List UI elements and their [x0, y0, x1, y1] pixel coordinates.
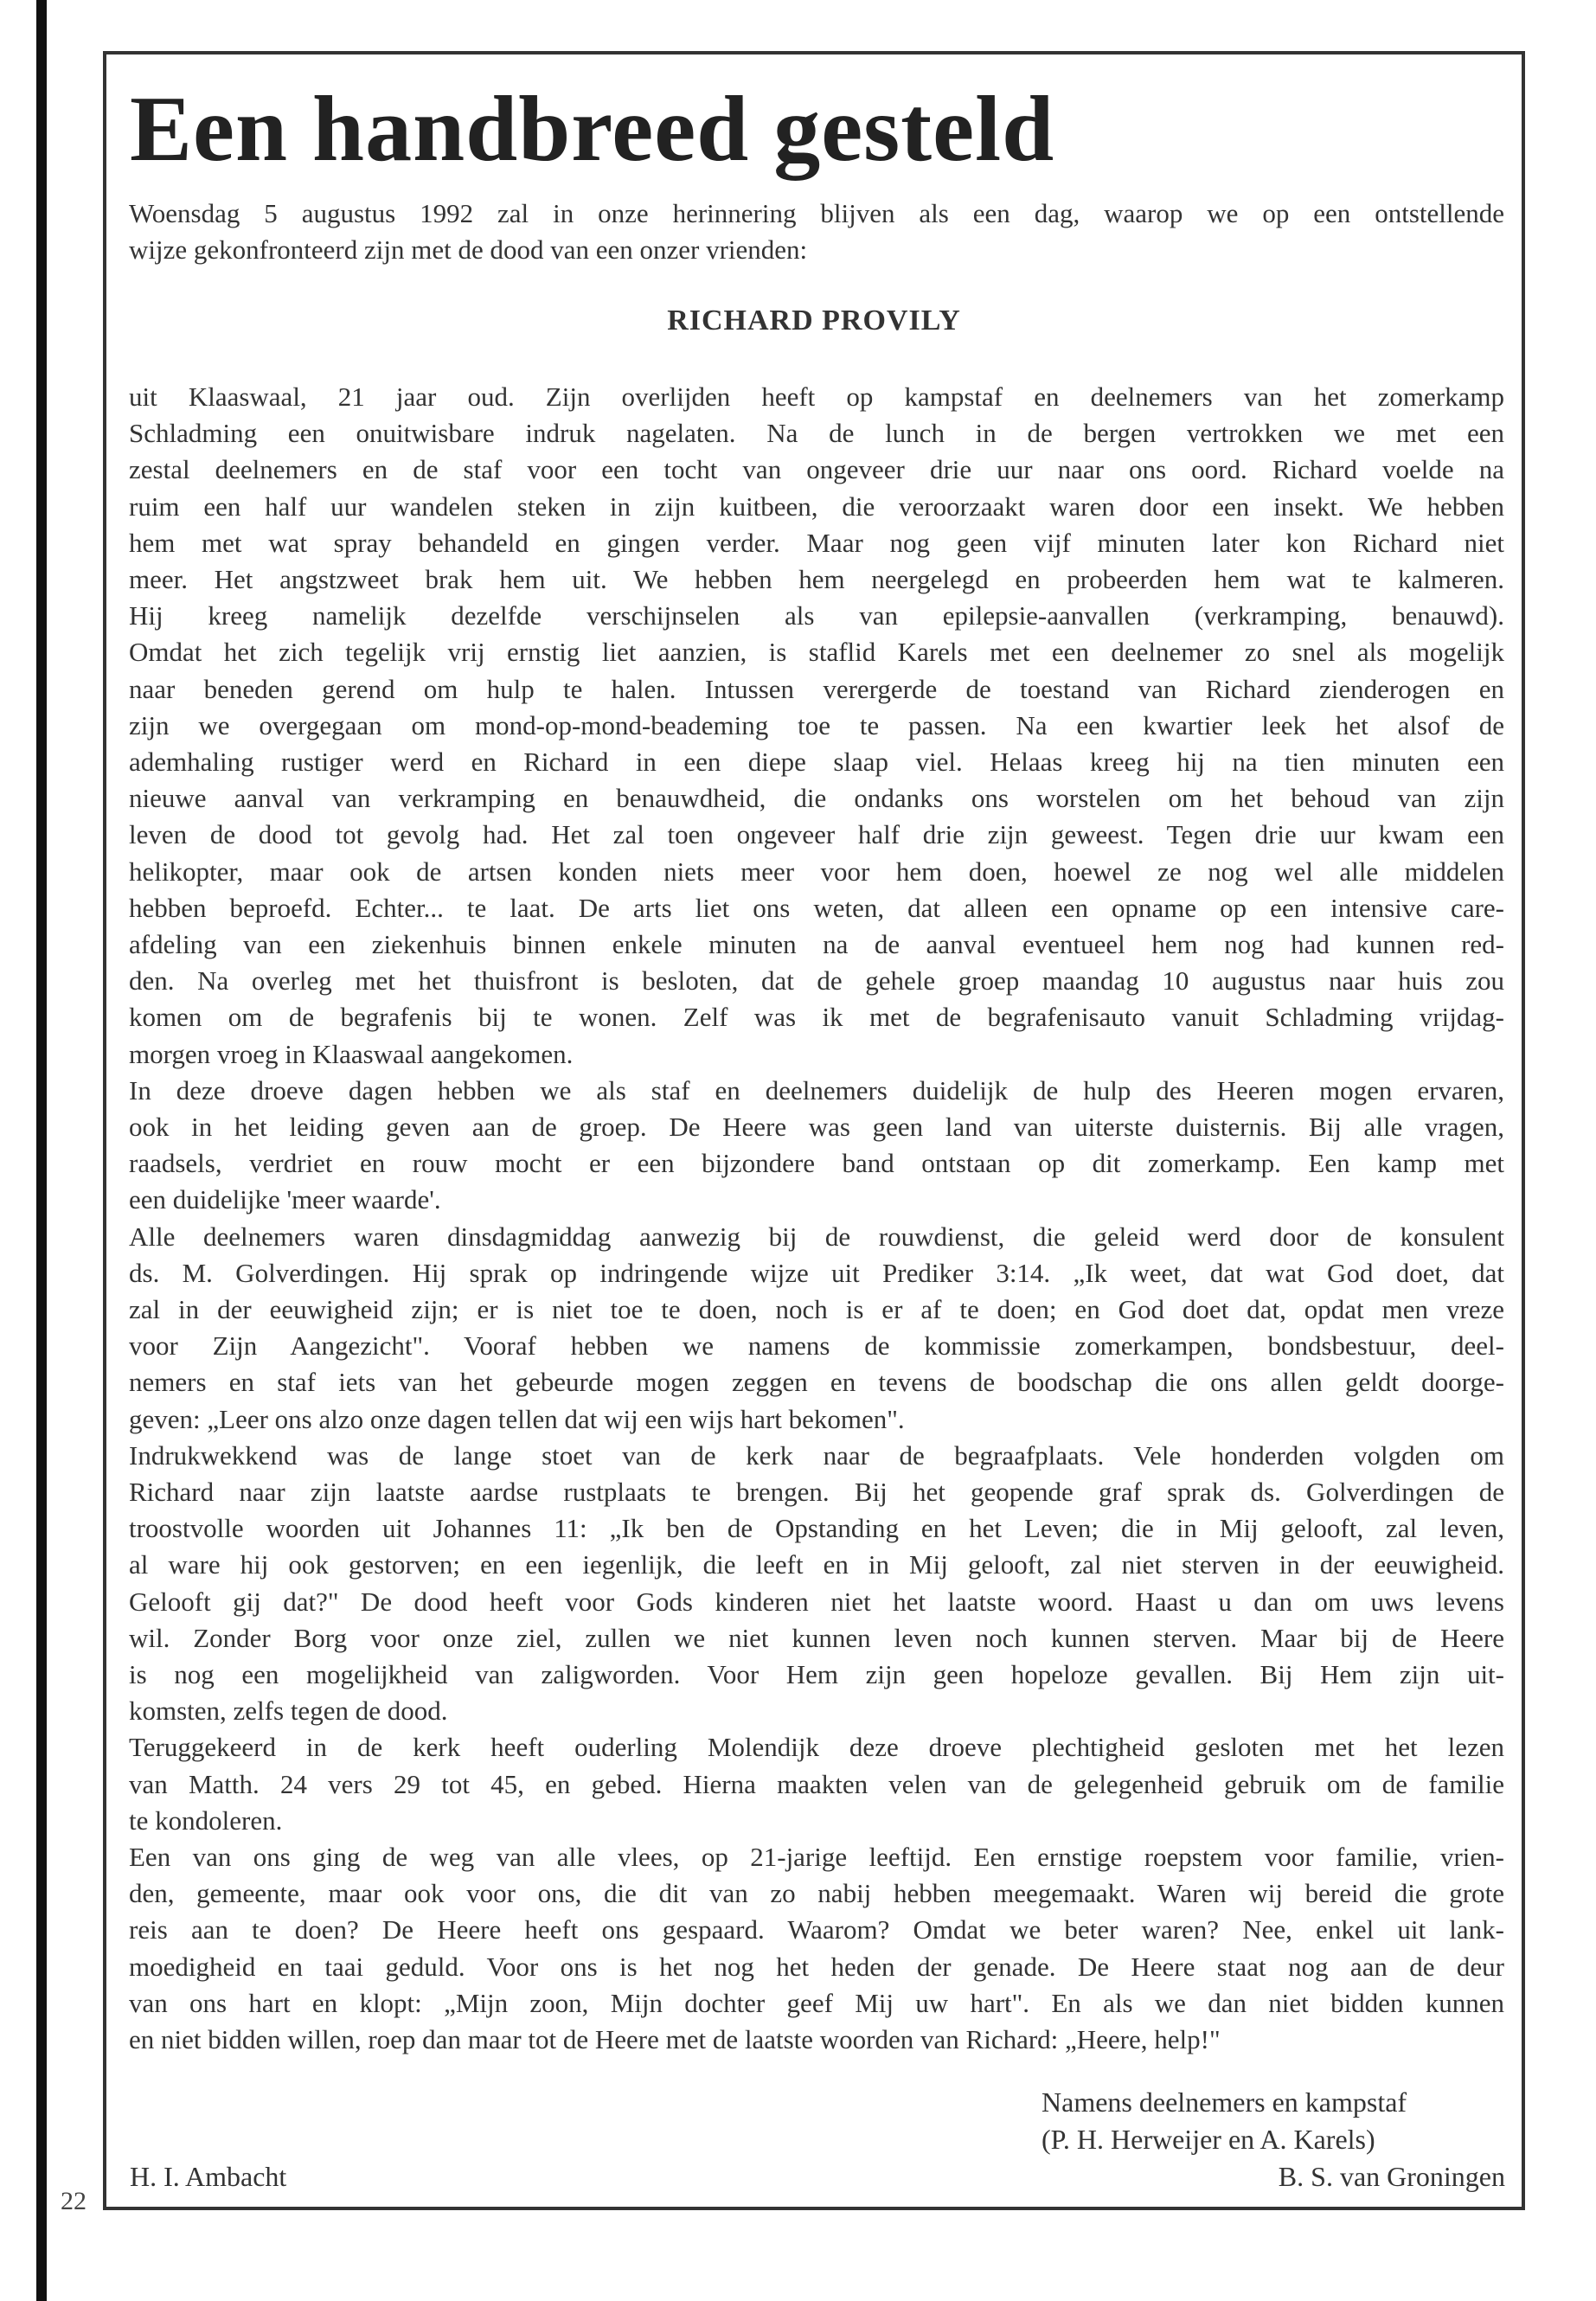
body-line: Schladming een onuitwisbare indruk nagelaten. Na de lunch in de bergen vertrokken we met een	[129, 418, 1504, 449]
body-line: Alle deelnemers waren dinsdagmiddag aanwezig bij de rouwdienst, die geleid werd door de konsulent	[129, 1221, 1504, 1252]
body-line: komsten, zelfs tegen de dood.	[129, 1695, 448, 1727]
body-line: nieuwe aanval van verkramping en benauwdheid, die ondanks ons worstelen om het behoud van zijn	[129, 783, 1504, 814]
intro-line: wijze gekonfronteerd zijn met de dood van een onzer vrienden:	[129, 234, 808, 266]
signature-line-2: (P. H. Herweijer en A. Karels)	[1042, 2124, 1375, 2155]
body-line: troostvolle woorden uit Johannes 11: „Ik ben de Opstanding en het Leven; die in Mij gelooft, zal leven,	[129, 1513, 1504, 1544]
body-line: al ware hij ook gestorven; en een iegenlijk, die leeft en in Mij gelooft, zal niet sterven in der eeuwigheid.	[129, 1549, 1504, 1580]
body-line: helikopter, maar ook de artsen konden niets meer voor hem doen, hoewel ze nog wel alle middelen	[129, 856, 1504, 887]
body-line: Indrukwekkend was de lange stoet van de kerk naar de begraafplaats. Vele honderden volgden om	[129, 1439, 1504, 1471]
body-line: Een van ons ging de weg van alle vlees, op 21-jarige leeftijd. Een ernstige roepstem voor familie, vrien-	[129, 1842, 1504, 1872]
body-line: en niet bidden willen, roep dan maar tot de Heere met de laatste woorden van Richard: „Heere, help!"	[129, 2024, 1221, 2054]
intro-line: Woensdag 5 augustus 1992 zal in onze herinnering blijven als een dag, waarop we op een ontstellende	[129, 198, 1504, 228]
body-line: ook in het leiding geven aan de groep. De Heere was geen land van uiterste duisternis. Bij alle vragen,	[129, 1112, 1504, 1142]
body-line: van Matth. 24 vers 29 tot 45, en gebed. Hierna maakten velen van de gelegenheid gebruik om de familie	[129, 1768, 1504, 1799]
body-line: meer. Het angstzweet brak hem uit. We hebben hem neergelegd en probeerden hem wat te kalmeren.	[129, 564, 1504, 594]
body-line: wil. Zonder Borg voor onze ziel, zullen we niet kunnen leven noch kunnen sterven. Maar bij de Heere	[129, 1622, 1504, 1653]
body-line: Teruggekeerd in de kerk heeft ouderling Molendijk deze droeve plechtigheid gesloten met het lezen	[129, 1732, 1504, 1763]
body-line: zijn we overgegaan om mond-op-mond-beademing toe te passen. Na een kwartier leek het alsof de	[129, 709, 1504, 740]
page-number: 22	[61, 2187, 87, 2215]
body-line: den, gemeente, maar ook voor ons, die dit van zo nabij hebben meegemaakt. Waren wij bereid die grote	[129, 1878, 1504, 1909]
body-line: ruim een half uur wandelen steken in zijn kuitbeen, die veroorzaakt waren door een insekt. We hebben	[129, 490, 1504, 522]
body-line: ademhaling rustiger werd en Richard in een diepe slaap viel. Helaas kreeg hij na tien minuten een	[129, 747, 1504, 777]
body-line: uit Klaaswaal, 21 jaar oud. Zijn overlijden heeft op kampstaf en deelnemers van het zomerkamp	[129, 381, 1504, 412]
body-line: van ons hart en klopt: „Mijn zoon, Mijn dochter geef Mij uw hart". En als we dan niet bidden kunnen	[129, 1987, 1504, 2018]
body-line: den. Na overleg met het thuisfront is besloten, dat de gehele groep maandag 10 augustus naar huis zou	[129, 965, 1504, 997]
body-line: hebben beproefd. Echter... te laat. De arts liet ons weten, dat alleen een opname op een intensive care-	[129, 892, 1504, 923]
article-title: Een handbreed gesteld	[130, 78, 1055, 181]
body-line: afdeling van een ziekenhuis binnen enkele minuten na de aanval eventueel hem nog had kunnen red-	[129, 929, 1504, 959]
body-line: naar beneden gerend om hulp te halen. Intussen verergerde de toestand van Richard zienderogen en	[129, 673, 1504, 704]
page-spine-edge	[36, 0, 47, 2301]
body-line: ds. M. Golverdingen. Hij sprak op indringende wijze uit Prediker 3:14. „Ik weet, dat wat God doet, dat	[129, 1257, 1504, 1288]
signature-author: B. S. van Groningen	[1278, 2161, 1505, 2192]
body-line: moedigheid en taai geduld. Voor ons is het nog het heden der genade. De Heere staat nog aan de deur	[129, 1951, 1504, 1982]
person-name-heading: RICHARD PROVILY	[667, 304, 961, 336]
body-line: zestal deelnemers en de staf voor een tocht van ongeveer drie uur naar ons oord. Richard voelde na	[129, 454, 1504, 485]
body-line: Gelooft gij dat?" De dood heeft voor Gods kinderen niet het laatste woord. Haast u dan om uws levens	[129, 1586, 1504, 1617]
body-line: komen om de begrafenis bij te wonen. Zelf was ik met de begrafenisauto vanuit Schladming vrijdag-	[129, 1002, 1504, 1033]
body-line: zal in der eeuwigheid zijn; er is niet toe te doen, noch is er af te doen; en God doet dat, opdat men vreze	[129, 1294, 1504, 1324]
body-line: leven de dood tot gevolg had. Het zal toen ongeveer half drie zijn geweest. Tegen drie uur kwam een	[129, 819, 1504, 850]
body-line: hem met wat spray behandeld en gingen verder. Maar nog geen vijf minuten later kon Richard niet	[129, 527, 1504, 558]
body-line: te kondoleren.	[129, 1804, 283, 1836]
body-line: Omdat het zich tegelijk vrij ernstig liet aanzien, is staflid Karels met een deelnemer zo snel als mogelijk	[129, 637, 1504, 668]
body-line: reis aan te doen? De Heere heeft ons gespaard. Waarom? Omdat we beter waren? Nee, enkel uit lank-	[129, 1914, 1504, 1945]
signature-location: H. I. Ambacht	[130, 2161, 287, 2192]
signature-line-1: Namens deelnemers en kampstaf	[1042, 2086, 1407, 2118]
body-line: een duidelijke 'meer waarde'.	[129, 1184, 441, 1215]
body-line: geven: „Leer ons alzo onze dagen tellen dat wij een wijs hart bekomen".	[129, 1403, 905, 1434]
body-line: morgen vroeg in Klaaswaal aangekomen.	[129, 1038, 574, 1069]
body-line: is nog een mogelijkheid van zaligworden. Voor Hem zijn geen hopeloze gevallen. Bij Hem zijn uit-	[129, 1659, 1504, 1689]
body-line: nemers en staf iets van het gebeurde mogen zeggen en tevens de boodschap die ons allen geldt doorge-	[129, 1367, 1504, 1398]
body-line: voor Zijn Aangezicht". Vooraf hebben we namens de kommissie zomerkampen, bondsbestuur, deel-	[129, 1330, 1504, 1362]
body-line: In deze droeve dagen hebben we als staf en deelnemers duidelijk de hulp des Heeren mogen ervaren,	[129, 1074, 1504, 1106]
body-line: raadsels, verdriet en rouw mocht er een bijzondere band ontstaan op dit zomerkamp. Een kamp met	[129, 1148, 1504, 1179]
body-line: Hij kreeg namelijk dezelfde verschijnselen als van epilepsie-aanvallen (verkramping, benauwd).	[129, 600, 1504, 631]
body-line: Richard naar zijn laatste aardse rustplaats te brengen. Bij het geopende graf sprak ds. Golverdingen de	[129, 1477, 1504, 1507]
